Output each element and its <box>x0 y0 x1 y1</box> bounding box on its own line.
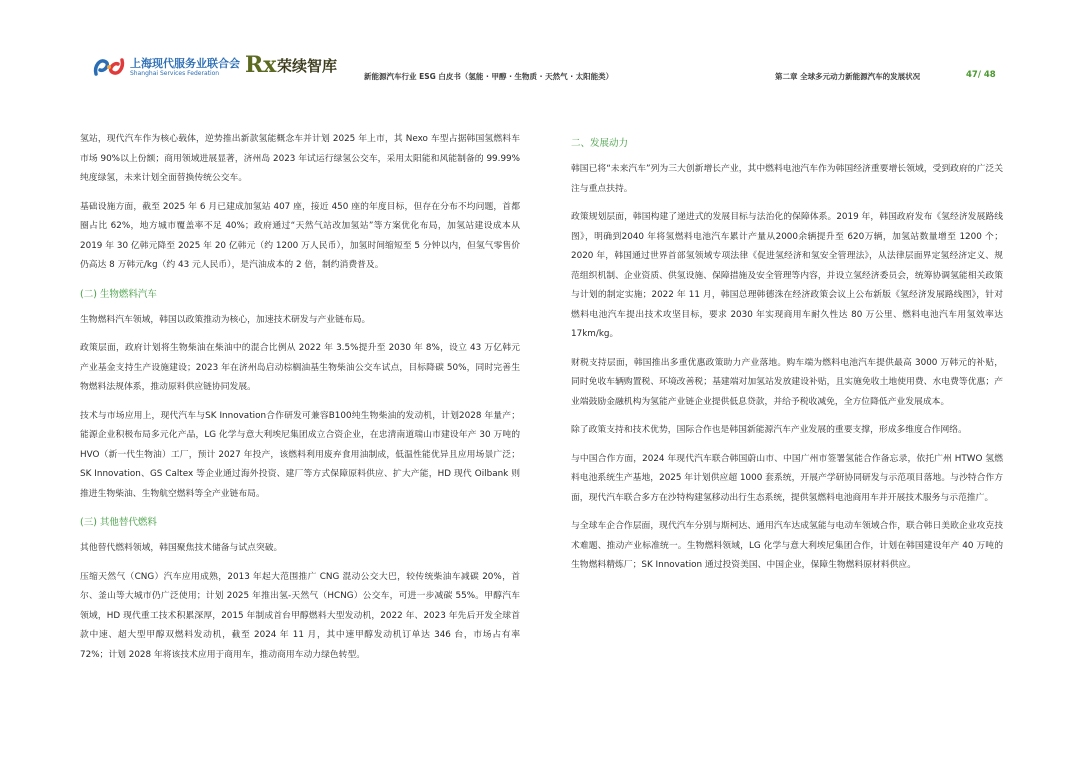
paragraph: 财税支持层面，韩国推出多重优惠政策助力产业落地。购车端为燃料电池汽车提供最高 3000 万韩元的补贴，同时免收车辆购置税、环境改善税；基建端对加氢站发放建设补贴，且实施免收土地使用费、水电费等优惠；产业端鼓励金融机构为氢能产业链企业提供低息贷款，并给予税收减免，全方位降低产业发展成本。 <box>571 357 1003 407</box>
paragraph: 基础设施方面，截至 2025 年 6 月已建成加氢站 407 座，接近 450 座的年度目标，但存在分布不均问题，首都圈占比 62%，地方城市覆盖率不足 40%；政府通过“天然气站改加氢站”等方案优化布局，加氢站建设成本从 2019 年 30 亿韩元降至 2025 年 20 亿韩元（约 1200 万人民币），加氢时间缩短至 5 分钟以内，但氢气零售价仍高达 8 万韩元/kg（约 43 元人民币），是汽油成本的 2 倍，制约消费普及。 <box>80 201 520 270</box>
paragraph: 其他替代燃料领域，韩国聚焦技术储备与试点突破。 <box>80 543 283 553</box>
paragraph: 与中国合作方面，2024 年现代汽车联合韩国蔚山市、中国广州市签署氢能合作备忘录，依托广州 HTWO 氢燃料电池系统生产基地，2025 年计划供应超 1000 套系统，开展产学研协同研发与示范项目落地。与沙特合作方面，现代汽车联合多方在沙特构建氢移动出行生态系统，提供氢燃料电池商用车并开展技术服务与示范推广。 <box>571 453 1003 503</box>
paragraph: 韩国已将“未来汽车”列为三大创新增长产业，其中燃料电池汽车作为韩国经济重要增长领域，受到政府的广泛关注与重点扶持。 <box>571 164 1003 194</box>
page-header <box>0 0 1080 110</box>
ssf-logo <box>92 52 242 82</box>
ssf-name-cn: 上海现代服务业联合会 <box>130 57 240 70</box>
chapter-title: 第二章 全球多元动力新能源汽车的发展状况 <box>775 72 921 81</box>
ssf-name-en: Shanghai Services Federation <box>130 70 220 77</box>
paragraph: 生物燃料汽车领域，韩国以政策推动为核心，加速技术研发与产业链布局。 <box>80 314 371 325</box>
rx-logo <box>245 52 365 82</box>
section-heading: 二、发展动力 <box>571 138 629 149</box>
section-heading: (三) 其他替代燃料 <box>80 517 157 528</box>
page-number: 47/ 48 <box>966 70 996 80</box>
section-heading: (二) 生物燃料汽车 <box>80 288 157 300</box>
paragraph: 政策规划层面，韩国构建了递进式的发展目标与法治化的保障体系。2019 年，韩国政府发布《氢经济发展路线图》，明确到2040 年将氢燃料电池汽车累计产量从2000余辆提升至 620万辆，加氢站数量增至 1200 个；2020 年，韩国通过世界首部氢领域专项法律《促进氢经济和氢安全管理法》，从法律层面界定氢经济定义、规范组织机制、企业资质、供氢设施、保障措施及安全管理等内容，并设立氢经济委员会，统筹协调氢能相关政策与计划的制定实施；2022 年 11 月，韩国总理韩德洙在经济政策会议上公布新版《氢经济发展路线图》，针对燃料电池汽车提出技术攻坚目标，要求 2030 年实现商用车耐久性达 80 万公里、燃料电池汽车用氢效率达 17km/kg。 <box>571 212 1003 339</box>
rx-name: 荣续智库 <box>277 57 338 75</box>
paragraph: 除了政策支持和技术优势，国际合作也是韩国新能源汽车产业发展的重要支撑，形成多维度合作网络。 <box>571 425 967 435</box>
paragraph: 氢站，现代汽车作为核心载体，逆势推出新款氢能概念车并计划 2025 年上市，其 Nexo 车型占据韩国氢燃料车市场 90%以上份额；商用领域进展显著，济州岛 2023 年试运行绿氢公交车，采用太阳能和风能制备的 99.99%纯度绿氢，未来计划全面替换传统公交车。 <box>80 134 520 183</box>
paragraph: 政策层面，政府计划将生物柴油在柴油中的混合比例从 2022 年 3.5%提升至 2030 年 8%，设立 43 万亿韩元产业基金支持生产设施建设；2023 年在济州岛启动棕榈油基生物柴油公交车试点，目标降碳 50%，同时完善生物燃料法规体系，推动原料供应链协同发展。 <box>80 343 520 392</box>
paragraph: 压缩天然气（CNG）汽车应用成熟，2013 年起大范围推广 CNG 混动公交大巴，较传统柴油车减碳 20%，首尔、釜山等大城市仍广泛使用；计划 2025 年推出氢-天然气（HCNG）公交车，可进一步减碳 55%。甲醇汽车领域，HD 现代重工技术积累深厚，2015 年制成首台甲醇燃料大型发动机，2022 年、2023 年先后开发全球首款中速、超大型甲醇双燃料发动机，截至 2024 年 11 月，其中速甲醇发动机订单达 346 台，市场占有率 72%；计划 2028 年将该技术应用于商用车，推动商用车动力绿色转型。 <box>80 571 520 660</box>
left-column <box>80 130 520 674</box>
paragraph: 与全球车企合作层面，现代汽车分别与斯柯达、通用汽车达成氢能与电动车领域合作，联合韩日美欧企业攻克技术难题、推动产业标准统一。生物燃料领域，LG 化学与意大利埃尼集团合作，计划在韩国建设年产 40 万吨的生物燃料精炼厂；SK Innovation 通过投资美国、中国企业，保障生物燃料原材料供应。 <box>571 521 1003 570</box>
right-column <box>571 130 1003 585</box>
paragraph: 技术与市场应用上，现代汽车与SK Innovation合作研发可兼容B100纯生物柴油的发动机，计划2028 年量产；能源企业积极布局多元化产品，LG 化学与意大利埃尼集团成立合资企业，在忠清南道瑞山市建设年产 30 万吨的 HVO（新一代生物油）工厂，预计 2027 年投产，该燃料利用废弃食用油制成，低温性能优异且应用场景广泛；SK Innovation、GS Caltex 等企业通过海外投资、建厂等方式保障原料供应、扩大产能，HD 现代 Oilbank 则推进生物柴油、生物航空燃料等全产业链布局。 <box>80 410 520 499</box>
document-title: 新能源汽车行业 ESG 白皮书（氢能 · 甲醇 · 生物质 · 天然气 · 太阳能类） <box>364 72 614 81</box>
ssf-logo-icon <box>92 54 126 80</box>
rx-logo-icon: Rx <box>245 52 277 78</box>
